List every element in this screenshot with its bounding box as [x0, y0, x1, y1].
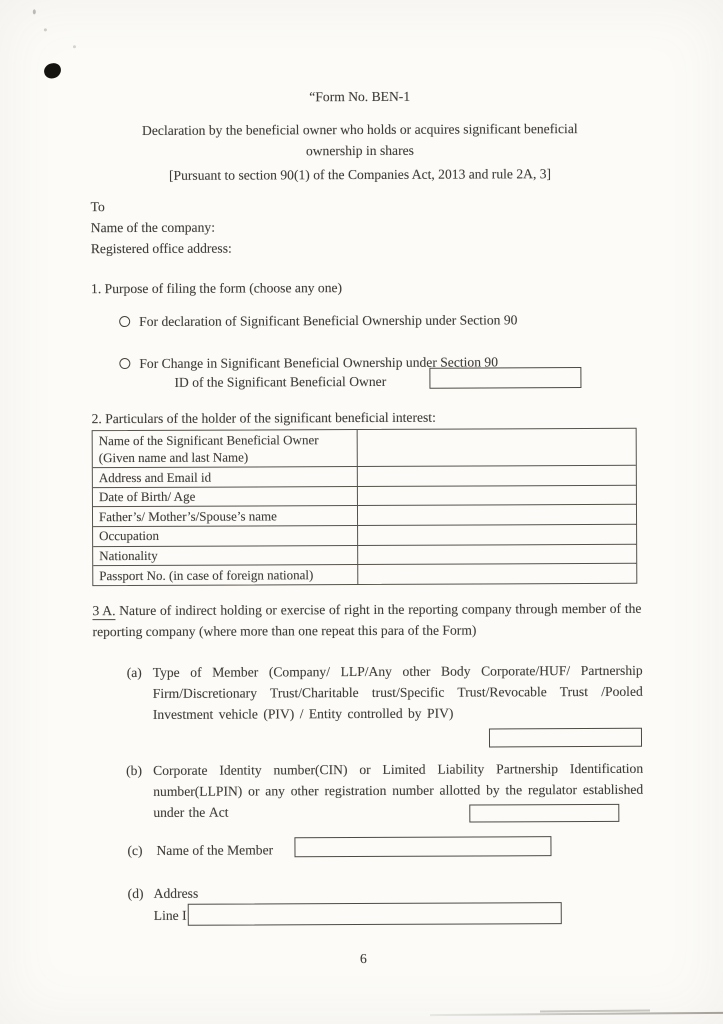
table-row	[93, 564, 636, 585]
item-c-marker: (c)	[127, 842, 143, 859]
table-row	[93, 525, 636, 547]
row-value-dob-age[interactable]	[358, 486, 636, 506]
row-label-dob-age: Date of Birth/ Age	[93, 487, 358, 507]
section3a-heading	[92, 598, 641, 642]
row-label-nationality: Nationality	[93, 546, 358, 566]
row-value-passport[interactable]	[358, 564, 636, 584]
radio-declaration-sbo-label: For declaration of Significant Beneficial Ownership under Section 90	[139, 312, 518, 329]
radio-change-sbo[interactable]	[119, 358, 130, 369]
section2-heading: 2. Particulars of the holder of the significant beneficial interest:	[91, 409, 436, 427]
sbo-id-input[interactable]	[429, 367, 581, 389]
page-number: 6	[360, 950, 367, 967]
address-label: Address	[153, 885, 199, 901]
row-label-parent-spouse: Father’s/ Mother’s/Spouse’s name	[93, 506, 358, 526]
company-name-label: Name of the company:	[90, 219, 215, 236]
item-a-marker: (a)	[126, 664, 142, 681]
table-row	[93, 544, 636, 566]
form-number: “Form No. BEN-1	[309, 88, 411, 105]
row-label-passport: Passport No. (in case of foreign national)	[93, 565, 358, 585]
scan-speck	[33, 9, 36, 14]
type-of-member-input[interactable]	[489, 728, 642, 748]
row-label-address-email: Address and Email id	[93, 467, 358, 487]
radio-change-sbo-label: For Change in Significant Beneficial Ownership under Section 90	[139, 354, 499, 371]
row-value-sbo-name[interactable]	[358, 429, 636, 466]
member-name-label: Name of the Member	[156, 842, 274, 858]
row-value-nationality[interactable]	[358, 544, 636, 564]
addressee-to: To	[90, 199, 105, 215]
pursuant-clause: [Pursuant to section 90(1) of the Companies Act, 2013 and rule 2A, 3]	[168, 166, 552, 183]
form-title-line1: Declaration by the beneficial owner who holds or acquires significant beneficial	[142, 121, 578, 138]
sbo-id-label: ID of the Significant Beneficial Owner	[174, 373, 387, 390]
item-a-text: Type of Member (Company/ LLP/Any other Body Corporate/HUF/ Partnership Firm/Discretionary Trust/Charitable trust/Specific Trust/Revocable Trust /Pooled Investment vehicle (PIV) / Entity controlled by PIV)	[152, 662, 643, 722]
radio-declaration-sbo[interactable]	[119, 316, 130, 327]
row-value-parent-spouse[interactable]	[358, 505, 636, 525]
table-row	[93, 429, 636, 469]
table-row	[93, 486, 636, 508]
section3a-number: 3 A.	[92, 603, 116, 619]
address-line1-input[interactable]	[188, 902, 562, 926]
member-name-input[interactable]	[294, 836, 551, 857]
table-row	[93, 505, 636, 527]
table-row	[93, 466, 636, 488]
row-value-occupation[interactable]	[358, 525, 636, 545]
row-value-address-email[interactable]	[358, 466, 636, 486]
ink-blot	[43, 62, 63, 80]
item-b-marker: (b)	[126, 762, 143, 779]
row-label-occupation: Occupation	[93, 526, 358, 546]
registered-office-label: Registered office address:	[90, 240, 232, 257]
particulars-table	[92, 428, 638, 586]
row-label-sbo-name: Name of the Significant Beneficial Owner (Given name and last Name)	[93, 430, 358, 467]
item-b-text: Corporate Identity number(CIN) or Limited Liability Partnership Identification number(LLPIN) or any other registration number allotted by the regulator established under the Act	[153, 760, 644, 820]
address-line1-label: Line I	[153, 907, 187, 923]
scan-speck	[44, 28, 47, 31]
form-title-line2: ownership in shares	[305, 142, 414, 159]
section3a-heading-text: Nature of indirect holding or exercise of right in the reporting company through member of the reporting company (where more than one repeat this para of the Form)	[92, 600, 642, 640]
scan-speck	[73, 45, 76, 48]
section1-heading: 1. Purpose of filing the form (choose any one)	[90, 280, 343, 297]
cin-llpin-input[interactable]	[469, 804, 619, 823]
item-d-marker: (d)	[127, 885, 144, 902]
